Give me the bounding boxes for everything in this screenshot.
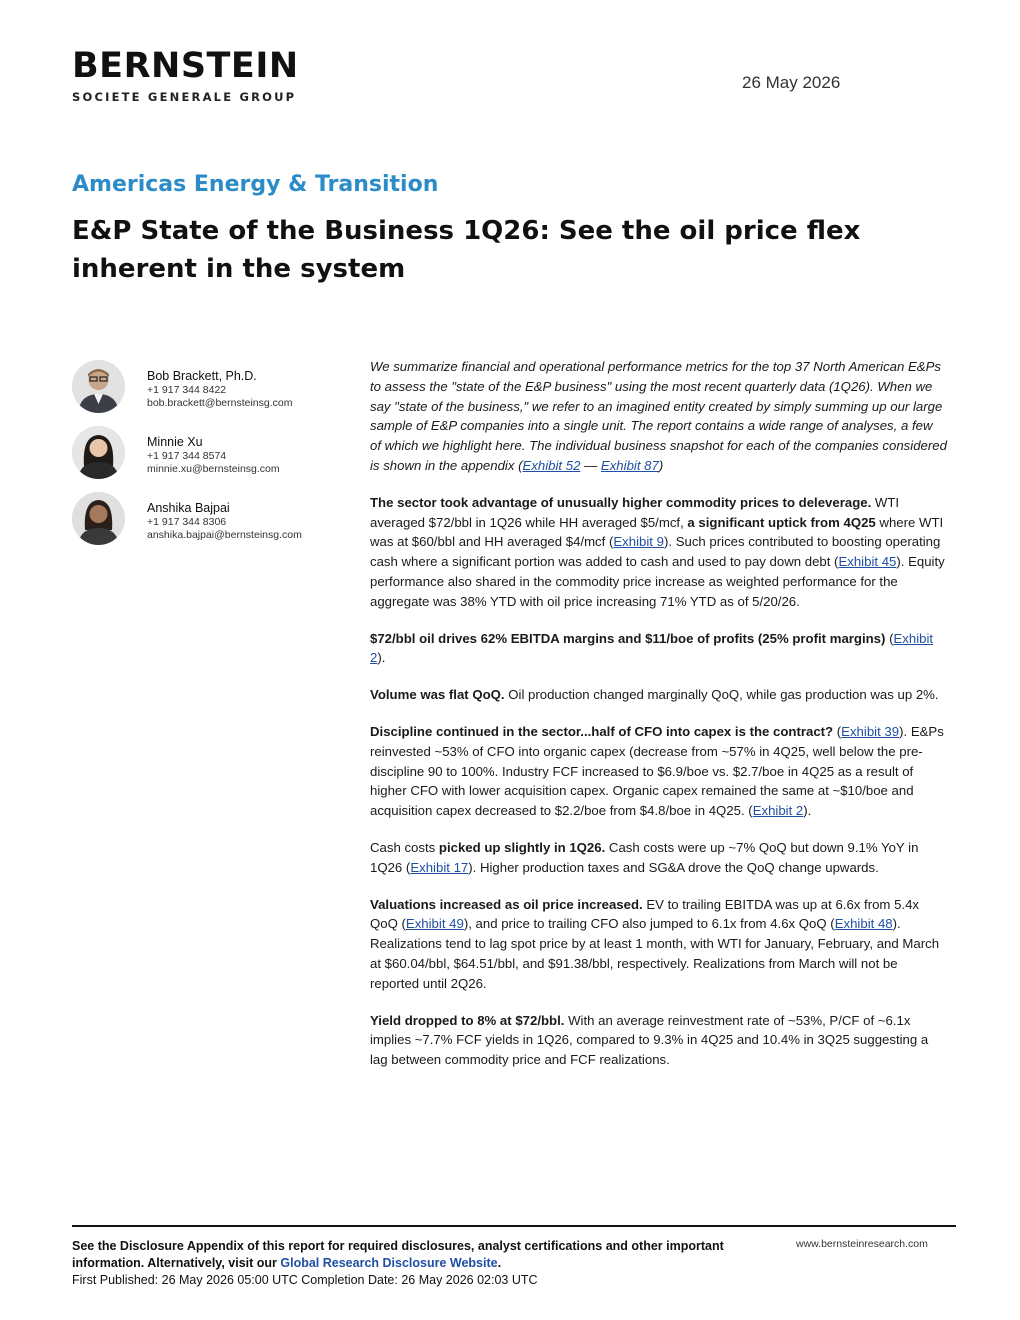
exhibit-link[interactable]: Exhibit 39 xyxy=(841,723,900,739)
analyst-card xyxy=(72,360,332,426)
exhibit-link[interactable]: Exhibit 45 xyxy=(838,554,897,570)
footer-divider xyxy=(72,1225,956,1227)
analyst-photo-icon xyxy=(72,360,125,413)
exhibit-link[interactable]: Exhibit 48 xyxy=(834,916,893,932)
analyst-name: Bob Brackett, Ph.D. xyxy=(147,369,257,383)
analyst-photo-icon xyxy=(72,426,125,479)
analyst-card xyxy=(72,426,332,492)
analyst-phone: +1 917 344 8422 xyxy=(147,384,227,396)
analyst-email[interactable]: anshika.bajpai@bernsteinsg.com xyxy=(147,529,302,541)
disclosure-footer: See the Disclosure Appendix of this report for required disclosures, analyst certifications and other important information. Alternatively, visit our Global Research Disclosure Website. First Published: 26 May 2026 05:00 UTC Completion Date: 26 May 2026 02:03 UTC xyxy=(72,1238,772,1289)
exhibit-link[interactable]: Exhibit 87 xyxy=(600,457,659,473)
analyst-card xyxy=(72,492,332,558)
report-title: E&P State of the Business 1Q26: See the oil price flex inherent in the system xyxy=(72,216,861,284)
publication-dates: First Published: 26 May 2026 05:00 UTC Completion Date: 26 May 2026 02:03 UTC xyxy=(72,1273,538,1287)
report-date: 26 May 2026 xyxy=(742,73,841,92)
analyst-phone: +1 917 344 8306 xyxy=(147,516,227,528)
paragraph-deleverage: The sector took advantage of unusually higher commodity prices to deleverage. WTI averaged $72/bbl in 1Q26 while HH averaged $5/mcf, a significant uptick from 4Q25 where WTI was at $60/bbl and HH averaged $4/mcf (Exhibit 9). Such prices contributed to boosting operating cash where a significant portion was added to cash and used to pay down debt (Exhibit 45). Equity performance also shared in the commodity price increase as weighted performance for the aggregate was 38% YTD with oil price increasing 71% YTD as of 5/20/26. xyxy=(370,494,945,609)
section-title: Americas Energy & Transition xyxy=(72,172,439,197)
exhibit-link[interactable]: Exhibit 9 xyxy=(613,534,664,550)
analyst-name: Minnie Xu xyxy=(147,435,203,449)
logo-wordmark: BERNSTEIN xyxy=(72,46,299,86)
intro-paragraph: We summarize financial and operational performance metrics for the top 37 North American E&Ps to assess the "state of the E&P business" using the most recent quarterly data (1Q26). When we say "state of the business," we refer to an imagined entity created by simply summing up our large sample of E&P companies into a single unit. The report contains a wide range of analyses, a few of which we highlight here. The individual business snapshot for each of the companies considered is shown in the appendix (Exhibit 52 — Exhibit 87) xyxy=(370,359,947,473)
analyst-phone: +1 917 344 8574 xyxy=(147,450,227,462)
analyst-name: Anshika Bajpai xyxy=(147,501,230,515)
paragraph-margins: $72/bbl oil drives 62% EBITDA margins and $11/boe of profits (25% profit margins) (Exhibit 2). xyxy=(370,630,934,666)
exhibit-link[interactable]: Exhibit 2 xyxy=(752,803,804,819)
analyst-list xyxy=(72,360,332,558)
website-url[interactable]: www.bernsteinresearch.com xyxy=(796,1238,928,1250)
disclosure-website-link[interactable]: Global Research Disclosure Website xyxy=(280,1256,498,1270)
exhibit-link[interactable]: Exhibit 17 xyxy=(410,859,469,875)
analyst-photo-icon xyxy=(72,492,125,545)
logo-subtitle: SOCIETE GENERALE GROUP xyxy=(72,90,297,104)
paragraph-yield: Yield dropped to 8% at $72/bbl. With an average reinvestment rate of ~53%, P/CF of ~6.1x implies ~7.7% FCF yields in 1Q26, compared to 9.3% in 4Q25 and 10.4% in 3Q25 suggesting a lag between commodity price and FCF realizations. xyxy=(370,1012,929,1068)
report-body xyxy=(370,357,947,1087)
exhibit-link[interactable]: Exhibit 2 xyxy=(370,630,934,666)
paragraph-volume: Volume was flat QoQ. Oil production changed marginally QoQ, while gas production was up 2%. xyxy=(370,687,939,703)
analyst-email[interactable]: minnie.xu@bernsteinsg.com xyxy=(147,463,280,475)
bernstein-logo xyxy=(72,46,299,104)
analyst-email[interactable]: bob.brackett@bernsteinsg.com xyxy=(147,397,293,409)
paragraph-discipline: Discipline continued in the sector...half of CFO into capex is the contract? (Exhibit 39). E&Ps reinvested ~53% of CFO into organic capex (decrease from ~57% in 4Q25, well below the pre-discipline 90 to 100%. Industry FCF increased to $6.9/boe vs. $2.7/boe in 4Q25 as a result of higher CFO with lower acquisition capex. Organic capex remained the same at ~$10/boe and acquisition capex decreased to $2.2/boe from $4.8/boe in 4Q25. (Exhibit 2). xyxy=(370,723,944,819)
paragraph-valuations: Valuations increased as oil price increased. EV to trailing EBITDA was up at 6.6x from 5.4x QoQ (Exhibit 49), and price to trailing CFO also jumped to 6.1x from 4.6x QoQ (Exhibit 48). Realizations tend to lag spot price by at least 1 month, with WTI for January, February, and March at $60.04/bbl, $64.51/bbl, and $91.38/bbl, respectively. Realizations from March will not be reported until 2Q26. xyxy=(370,896,940,991)
exhibit-link[interactable]: Exhibit 49 xyxy=(405,916,464,932)
exhibit-link[interactable]: Exhibit 52 xyxy=(522,457,581,473)
paragraph-cash-costs: Cash costs picked up slightly in 1Q26. Cash costs were up ~7% QoQ but down 9.1% YoY in 1Q26 (Exhibit 17). Higher production taxes and SG&A drove the QoQ change upwards. xyxy=(370,839,919,875)
